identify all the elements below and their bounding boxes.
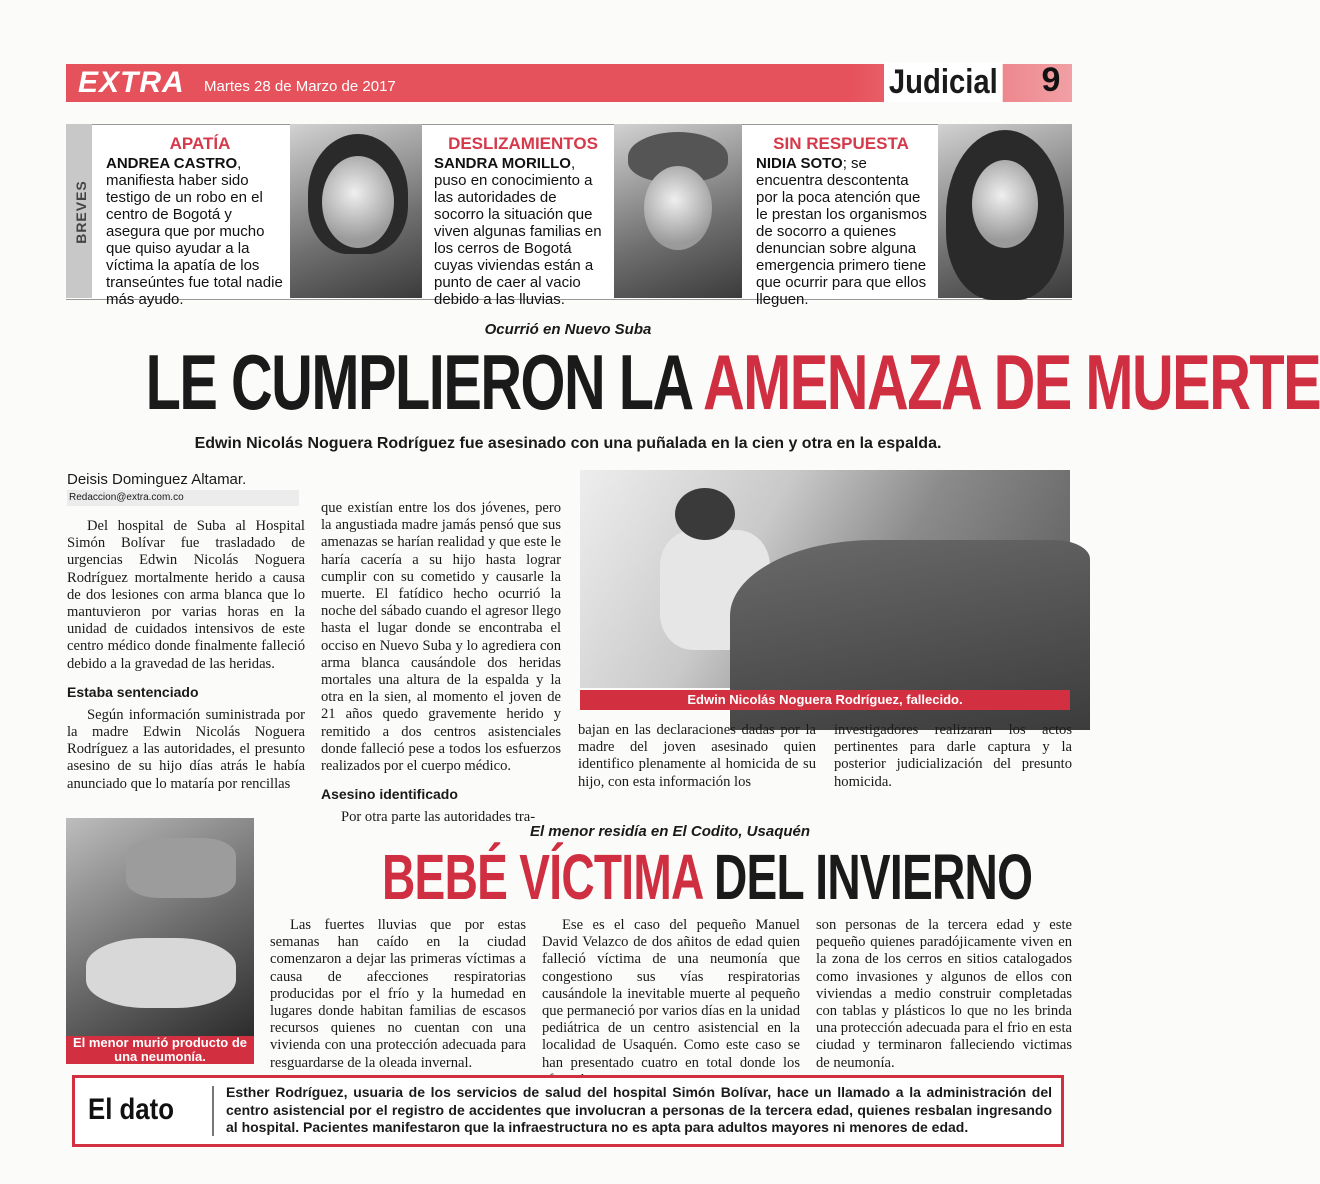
brief-photo: [938, 124, 1072, 298]
story-headline: BEBÉ VÍCTIMA DEL INVIERNO: [382, 841, 1033, 913]
story-kicker: El menor residía en El Codito, Usaquén: [529, 823, 811, 840]
baby-photo: [66, 818, 254, 1036]
el-dato-title: El dato: [88, 1093, 175, 1126]
article-column: Ese es el caso del pequeño Manuel David Velazco de dos añitos de edad quien falleció víctima de una neumonía que congestiono sus vías respiratorias causándole la inevitable muerte al pequeño que permaneció por varios días en la unidad pediátrica de un centro asistencial en la localidad de Usaquén. Como este caso se han presentado cuatro en total donde los: [542, 917, 800, 1071]
byline: Deisis Dominguez Altamar.: [67, 471, 247, 488]
brief-photo: [290, 124, 422, 298]
victim-photo: [580, 470, 1070, 688]
article-column: bajan en las declaraciones dadas por la madre del joven asesinado quien identifico plenamente al homicida de su hijo, con esta información los: [578, 722, 816, 790]
issue-date: Martes 28 de Marzo de 2017: [204, 78, 396, 95]
brief-photo: [614, 124, 742, 298]
brief-title: SIN RESPUESTA: [773, 134, 909, 153]
breves-label: BREVES: [66, 124, 92, 298]
brief-text: NIDIA SOTO; se encuentra descontenta por la poca atención que le prestan los organismos de socorro a quienes denuncian sobre alguna emergencia primero tiene que ocurrir para que ellos lleguen.: [756, 155, 927, 308]
story-kicker: Ocurrió en Nuevo Suba: [484, 321, 652, 338]
brief-text: ANDREA CASTRO, manifiesta haber sido testigo de un robo en el centro de Bogotá y asegura que por mucho que quiso ayudar a la víctima la apatía de los transeúntes fue total nadie más ayudo.: [106, 155, 283, 308]
page-number: 9: [1041, 61, 1061, 99]
el-dato-text: Esther Rodríguez, usuaria de los servicios de salud del hospital Simón Bolívar, hace un llamado a la administración del centro asistencial por el registro de accidentes que involucran a personas de la tercera edad, quienes resbalan ingresando al hospital. Pacientes manifestaron que la infraestructura no es apta para adultos mayores ni menores de edad.: [226, 1084, 1052, 1135]
article-column: investigadores realizaran los actos pertinentes para darle captura y la posterior judicialización del presunto homicida.: [834, 722, 1072, 790]
newspaper-logo: EXTRA: [78, 66, 185, 99]
story-deck: Edwin Nicolás Noguera Rodríguez fue asesinado con una puñalada en la cien y otra en la espalda.: [194, 435, 942, 452]
brief-title: APATÍA: [169, 134, 231, 153]
article-column: Las fuertes lluvias que por estas semanas han caído en la ciudad comenzaron a dejar las primeras víctimas a causa de afecciones respiratorias producidas por el frío y la humedad en lugares donde habitan familias de escasos recursos quienes no cuentan con una vivienda con una protección adecuada para resguardarse de la oleada invernal.: [270, 917, 526, 1071]
photo-caption: Edwin Nicolás Noguera Rodríguez, fallecido.: [580, 690, 1070, 710]
article-column: Del hospital de Suba al Hospital Simón Bolívar fue trasladado de urgencias Edwin Nicolás Noguera Rodríguez mortalmente herido a causa de dos lesiones con arma blanca que lo mantuvieron por varias horas en la unidad de cuidados intensivos de este centro médico donde finalmente falleció debido a la gravedad de las heridas. Estaba sentenciado Según información suministrada por la madre Edwin Nicolás Noguera Rodríguez a las autoridades, el presunto asesino de su hijo días atrás le había anunciado que lo mataría por rencillas: [67, 518, 305, 792]
brief-text: SANDRA MORILLO, puso en conocimiento a las autoridades de socorro la situación que viven algunas familias en los cerros de Bogotá cuyas viviendas están a punto de caer al vacio debido a las lluvias.: [434, 155, 602, 308]
article-column: que existían entre los dos jóvenes, pero la angustiada madre jamás pensó que sus amenazas se harían realidad y que este le haría cacería a su hijo hasta lograr cumplir con su cometido y causarle la muerte. El fatídico hecho ocurrió la noche del sábado cuando el agresor llego hasta el lugar donde se encontraba el occiso en Nuevo Suba y lo agrediera con arma blanca causándole dos heridas mortales una altura de la espalda y la otra en la sien, al momento el joven de 21 años quedo gravemente herido y remitido a dos centros asistenciales donde falleció pese a todos los esfuerzos realizados por el cuerpo médico. Asesino identificado Por otra parte las autoridades tra-: [321, 500, 561, 826]
subheading: Asesino identificado: [321, 786, 458, 803]
subheading: Estaba sentenciado: [67, 683, 199, 700]
section-title: Judicial: [884, 62, 1003, 102]
article-column: son personas de la tercera edad y este pequeño quienes paradójicamente viven en la zona de los cerros en sitios catalogados como invasiones y algunos de ellos con viviendas a medio construir completadas con tablas y plásticos lo que no les brinda una protección adecuada para el frio en esta ciudad y terminaron falleciendo victimas de neumonía.: [816, 917, 1072, 1071]
brief-title: DESLIZAMIENTOS: [448, 134, 598, 153]
byline-email: Redaccion@extra.com.co: [67, 490, 299, 506]
story-headline: LE CUMPLIERON LA AMENAZA DE MUERTE: [145, 338, 1320, 426]
divider: [212, 1086, 214, 1136]
photo-caption: El menor murió producto de una neumonía.: [66, 1036, 254, 1064]
